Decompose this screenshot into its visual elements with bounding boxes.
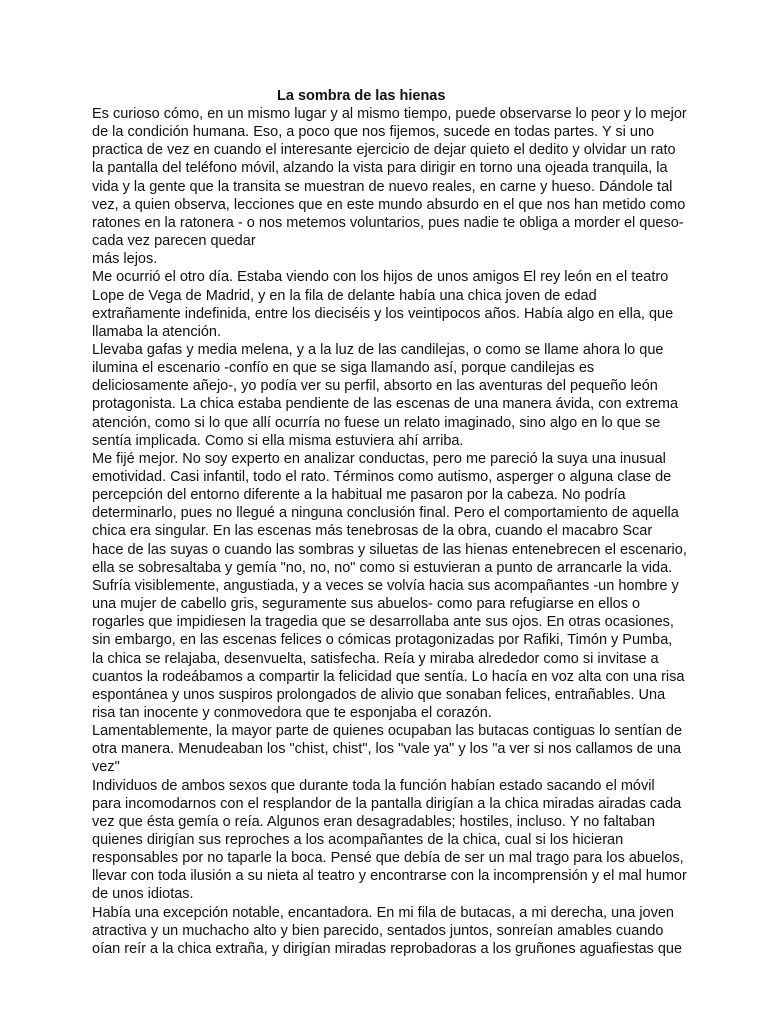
text-line: vez, a quien observa, lecciones que en este mundo absurdo en el que nos han metido como [92,196,686,213]
text-line: la pantalla del teléfono móvil, alzando la vista para dirigir en torno una ojeada tranquila, la [92,160,668,177]
text-line: oían reír a la chica extraña, y dirigían miradas reprobadoras a los gruñones aguafiestas que [92,940,683,957]
text-line: Es curioso cómo, en un mismo lugar y al mismo tiempo, puede observarse lo peor y lo mejor [92,106,687,122]
text-line: otra manera. Menudeaban los "chist, chist", los "vale ya" y los "a ver si nos callamos de una [92,741,682,758]
text-line: protagonista. La chica estaba pendiente de las escenas de una manera ávida, con extrema [92,396,679,413]
text-line: Me ocurrió el otro día. Estaba viendo con los hijos de unos amigos El rey león en el teatro [92,269,669,286]
text-line: sentía implicada. Como si ella misma estuviera ahí arriba. [92,432,464,449]
text-line: más lejos. [92,251,158,268]
text-line: Llevaba gafas y media melena, y a la luz de las candilejas, o como se llame ahora lo que [92,341,664,358]
text-line: responsables por no taparle la boca. Pensé que debía de ser un mal trago para los abuelos, [92,850,684,867]
text-line: atención, como si lo que allí ocurría no fuese un relato imaginado, sino algo en lo que se [92,414,661,431]
text-line: ratones en la ratonera - o nos metemos voluntarios, pues nadie te obliga a morder el queso- [92,214,684,231]
text-line: atractiva y un muchacho alto y bien parecido, sentados juntos, sonreían amables cuando [92,922,664,939]
text-line: Individuos de ambos sexos que durante toda la función habían estado sacando el móvil [92,777,655,794]
text-line: hace de las suyas o cuando las sombras y siluetas de las hienas entenebrecen el escenario, [92,541,687,558]
text-line: sin embargo, en las escenas felices o cómicas protagonizadas por Rafiki, Timón y Pumba, [92,632,673,649]
text-line: Lamentablemente, la mayor parte de quienes ocupaban las butacas contiguas lo sentían de [92,723,683,740]
text-line: emotividad. Casi infantil, todo el rato. Términos como autismo, asperger o alguna clase de [92,469,672,485]
text-line: Lope de Vega de Madrid, y en la fila de delante había una chica joven de edad [92,287,597,304]
text-line: una mujer de cabello gris, seguramente sus abuelos- como para refugiarse en ellos o [92,596,641,613]
text-line: ella se sobresaltaba y gemía "no, no, no" como si estuvieran a punto de arrancarle la vida. [92,559,673,576]
text-line: chica era singular. En las escenas más tenebrosas de la obra, cuando el macabro Scar [92,523,653,540]
text-line: percepción del entorno diferente a la habitual me pasaron por la cabeza. No podría [92,487,626,504]
text-line: quienes dirigían sus reproches a los acompañantes de la chica, cual si los hicieran [92,832,624,848]
text-line: practica de vez en cuando el interesante ejercicio de dejar quieto el dedito y olvidar un rato [92,142,676,159]
text-line: determinarlo, pues no llegué a ninguna conclusión final. Pero el comportamiento de aquella [92,505,679,522]
text-line: vida y la gente que la transita se muestran de nuevo reales, en carne y hueso. Dándole tal [92,178,673,195]
text-line: risa tan inocente y conmovedora que te esponjaba el corazón. [92,704,492,721]
text-line: Había una excepción notable, encantadora. En mi fila de butacas, a mi derecha, una joven [92,904,674,921]
text-line: llevar con toda ilusión a su nieta al teatro y encontrarse con la incomprensión y el mal humor [92,868,687,885]
text-line: vez que ésta gemía o reía. Algunos eran desagradables; hostiles, incluso. Y no faltaban [92,813,655,830]
text-line: de unos idiotas. [92,886,194,903]
text-line: la chica se relajaba, desenvuelta, satisfecha. Reía y miraba alrededor como si invitase a [92,650,659,667]
text-line: llamaba la atención. [92,323,221,340]
text-line: cuantos la rodeábamos a compartir la felicidad que sentía. Lo hacía en voz alta con una risa [92,668,685,685]
document-title: La sombra de las hienas [277,88,446,104]
text-line: de la condición humana. Eso, a poco que nos fijemos, sucede en todas partes. Y si uno [92,124,655,141]
text-line: cada vez parecen quedar [92,233,256,250]
text-line: ilumina el escenario -confío en que se siga llamando así, porque candilejas es [92,360,595,377]
text-line: vez" [92,759,120,776]
text-line: Me fijé mejor. No soy experto en analizar conductas, pero me pareció la suya una inusual [92,450,666,467]
text-line: para incomodarnos con el resplandor de la pantalla dirigían a la chica miradas airadas cada [92,795,682,812]
text-line: rogarles que impidiesen la tragedia que se desarrollaba ante sus ojos. En otras ocasiones, [92,614,674,631]
text-line: espontánea y unos suspiros prolongados de alivio que sonaban felices, entrañables. Una [92,686,666,703]
text-line: deliciosamente añejo-, yo podía ver su perfil, absorto en las aventuras del pequeño león [92,378,658,395]
text-line: extrañamente indefinida, entre los dieciséis y los veintipocos años. Había algo en ella, que [92,305,674,322]
text-line: Sufría visiblemente, angustiada, y a veces se volvía hacia sus acompañantes -un hombre y [92,577,679,594]
